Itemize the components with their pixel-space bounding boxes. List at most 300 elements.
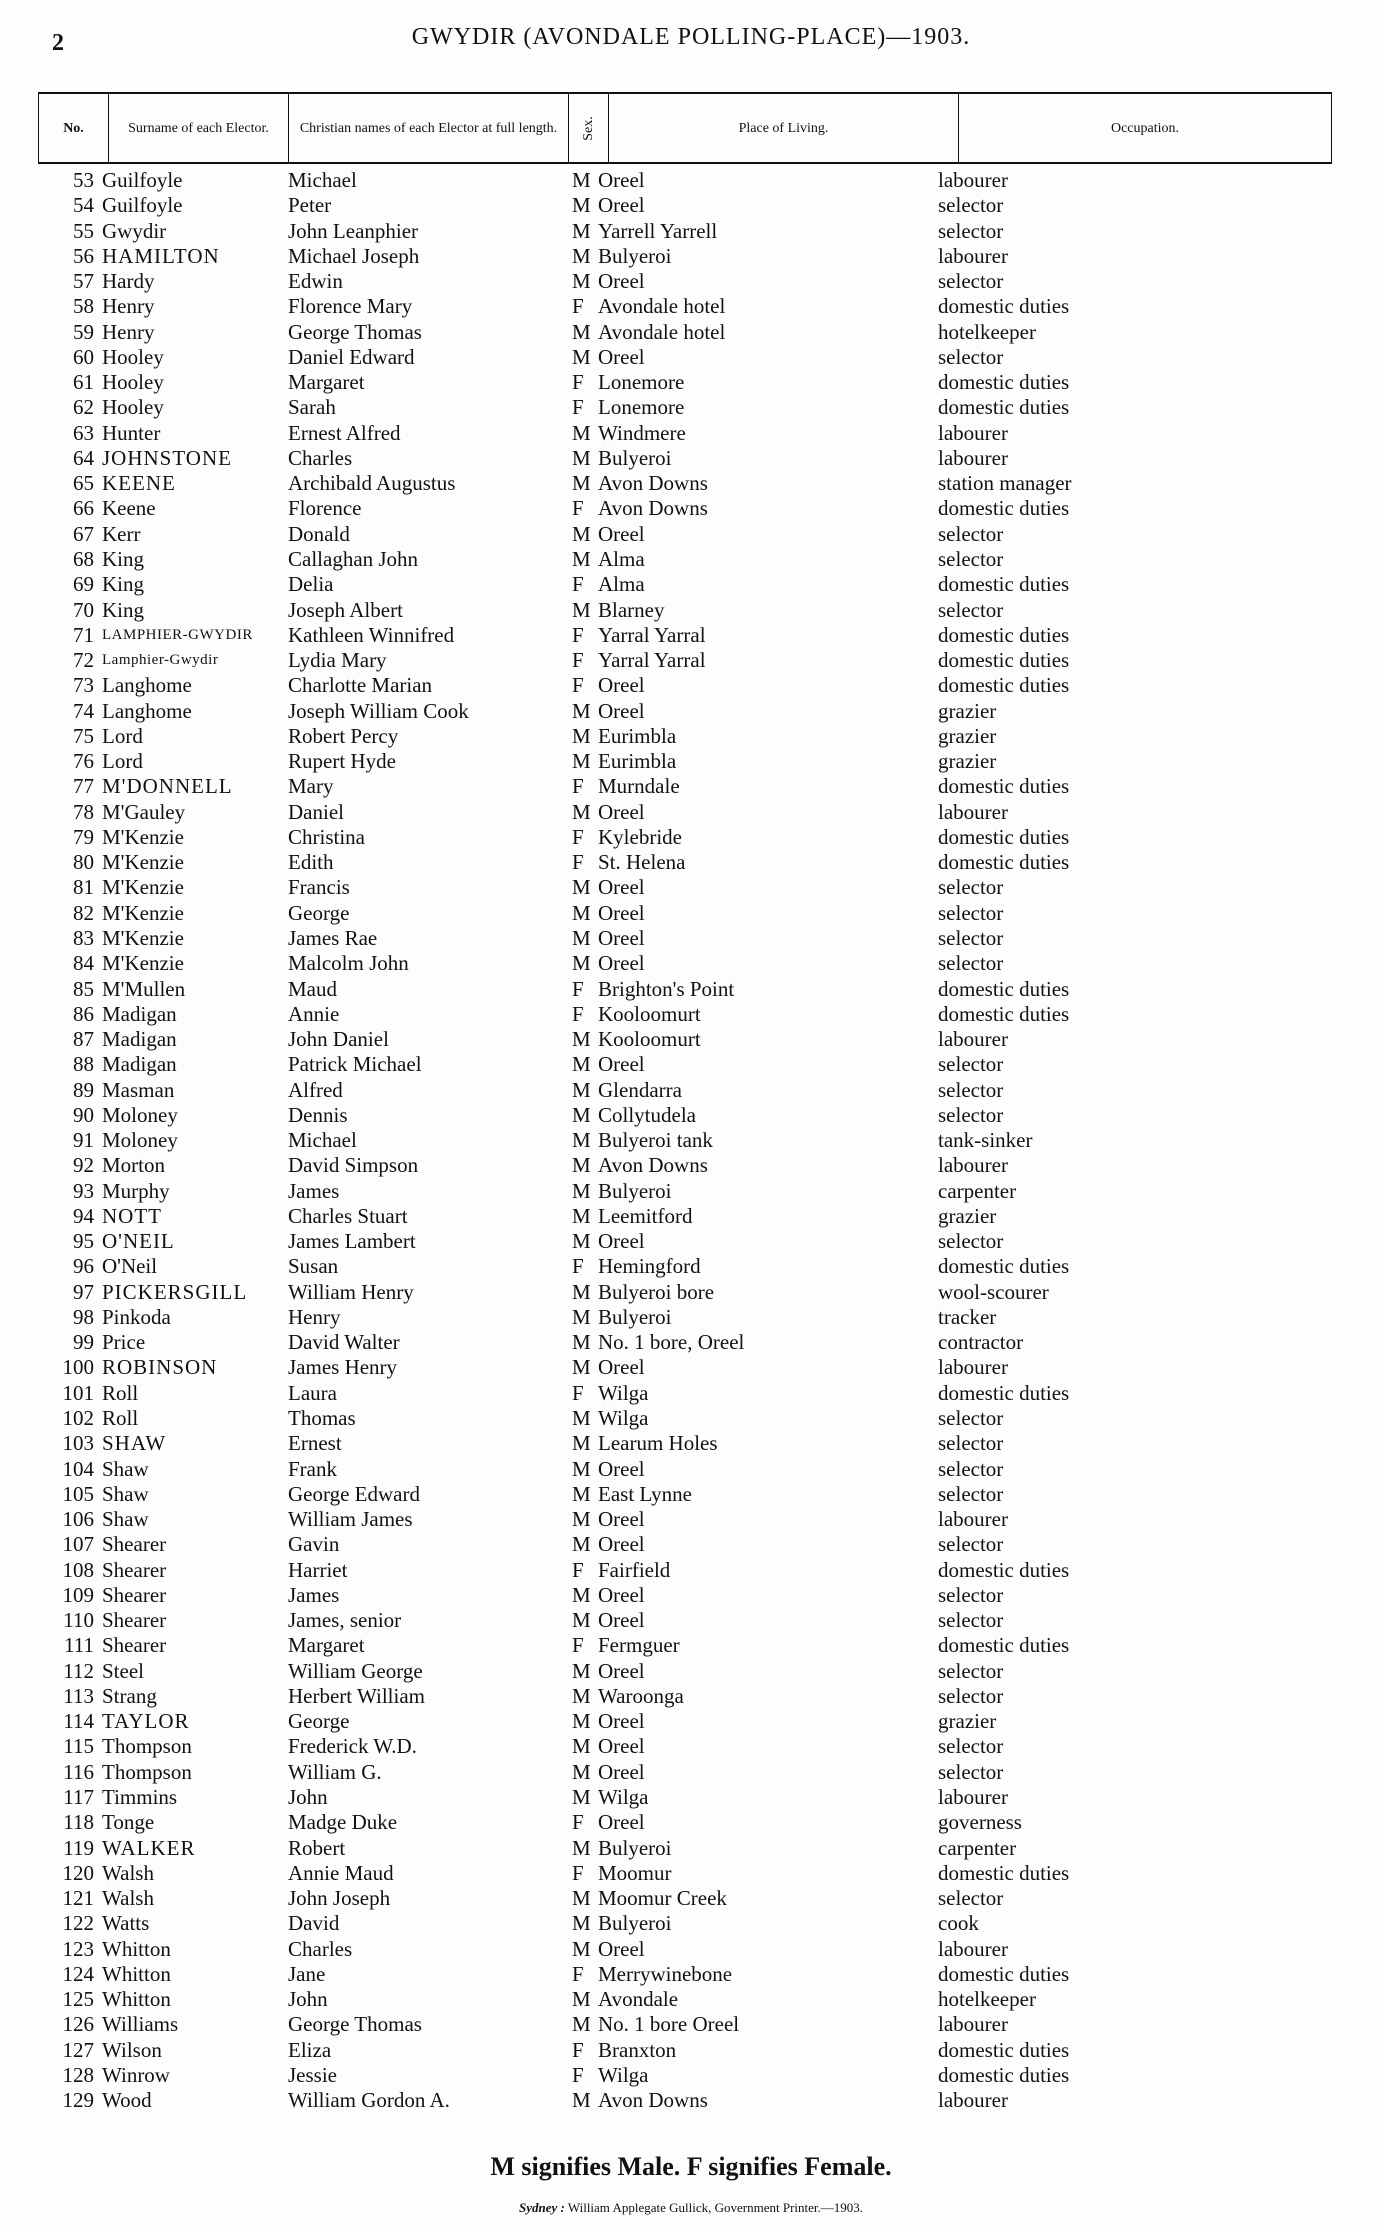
elector-christian-names: Margaret	[288, 370, 365, 395]
elector-number: 84	[73, 951, 94, 976]
elector-place: Merrywinebone	[598, 1961, 733, 1986]
elector-place: Avon Downs	[598, 2088, 708, 2113]
elector-surname: LAMPHIER-GWYDIR	[102, 626, 253, 643]
elector-christian-names: Madge Duke	[288, 1810, 398, 1835]
table-row	[38, 269, 1332, 294]
elector-surname: M'Kenzie	[102, 900, 184, 925]
elector-christian-names: George Thomas	[288, 319, 422, 344]
elector-christian-names: Joseph Albert	[288, 597, 403, 622]
elector-occupation: grazier	[938, 1709, 997, 1734]
elector-occupation: selector	[938, 521, 1004, 546]
elector-sex: M	[572, 1911, 591, 1936]
table-row	[38, 1962, 1332, 1987]
table-row	[38, 294, 1332, 319]
table-row	[38, 926, 1332, 951]
elector-surname: Winrow	[102, 2062, 170, 2087]
elector-number: 86	[73, 1001, 94, 1026]
elector-place: Eurimbla	[598, 723, 677, 748]
elector-surname: SHAW	[102, 1431, 167, 1456]
elector-number: 83	[73, 925, 94, 950]
elector-place: Oreel	[598, 1936, 645, 1961]
elector-surname: Shearer	[102, 1633, 167, 1658]
elector-occupation: domestic duties	[938, 622, 1070, 647]
elector-surname: Pinkoda	[102, 1304, 171, 1329]
header-surname: Surname of each Elector.	[108, 94, 288, 162]
elector-place: Oreel	[598, 673, 645, 698]
elector-surname: JOHNSTONE	[102, 445, 232, 470]
table-row	[38, 800, 1332, 825]
elector-occupation: selector	[938, 900, 1004, 925]
elector-surname: Hunter	[102, 420, 161, 445]
elector-number: 124	[62, 1961, 94, 1986]
elector-surname: O'NEIL	[102, 1229, 175, 1254]
elector-christian-names: Rupert Hyde	[288, 749, 396, 774]
elector-sex: F	[572, 2037, 584, 2062]
elector-surname: Shaw	[102, 1456, 149, 1481]
elector-occupation: domestic duties	[938, 1380, 1070, 1405]
elector-sex: M	[572, 1153, 591, 1178]
elector-number: 66	[73, 496, 94, 521]
elector-number: 78	[73, 799, 94, 824]
table-row	[38, 648, 1332, 673]
elector-surname: Morton	[102, 1153, 165, 1178]
elector-place: Oreel	[598, 1507, 645, 1532]
elector-christian-names: Dennis	[288, 1102, 348, 1127]
elector-place: Eurimbla	[598, 749, 677, 774]
elector-occupation: selector	[938, 1102, 1004, 1127]
elector-surname: Wood	[102, 2088, 152, 2113]
elector-sex: M	[572, 1936, 591, 1961]
elector-occupation: selector	[938, 1759, 1004, 1784]
elector-christian-names: Malcolm John	[288, 951, 409, 976]
elector-occupation: grazier	[938, 749, 997, 774]
elector-place: No. 1 bore, Oreel	[598, 1330, 745, 1355]
elector-occupation: station manager	[938, 471, 1072, 496]
elector-occupation: domestic duties	[938, 1633, 1070, 1658]
header-christian-names: Christian names of each Elector at full length.	[288, 94, 568, 162]
elector-surname: Madigan	[102, 1001, 177, 1026]
elector-sex: M	[572, 1052, 591, 1077]
elector-sex: M	[572, 698, 591, 723]
table-row	[38, 421, 1332, 446]
elector-surname: Henry	[102, 319, 155, 344]
elector-sex: M	[572, 1027, 591, 1052]
elector-surname: Langhome	[102, 698, 192, 723]
elector-christian-names: Charlotte Marian	[288, 673, 433, 698]
elector-christian-names: James, senior	[288, 1608, 402, 1633]
elector-christian-names: Callaghan John	[288, 546, 419, 571]
elector-christian-names: John Daniel	[288, 1027, 389, 1052]
elector-occupation: domestic duties	[938, 294, 1070, 319]
elector-number: 105	[62, 1481, 94, 1506]
elector-place: Alma	[598, 546, 645, 571]
elector-christian-names: John Leanphier	[288, 218, 419, 243]
elector-christian-names: Frank	[288, 1456, 337, 1481]
elector-surname: Roll	[102, 1406, 139, 1431]
table-row	[38, 1583, 1332, 1608]
elector-surname: Shearer	[102, 1608, 167, 1633]
elector-christian-names: James	[288, 1178, 340, 1203]
elector-occupation: selector	[938, 546, 1004, 571]
elector-surname: NOTT	[102, 1203, 162, 1228]
elector-sex: F	[572, 1633, 584, 1658]
elector-occupation: selector	[938, 951, 1004, 976]
elector-surname: Keene	[102, 496, 156, 521]
imprint-city: Sydney :	[518, 2200, 565, 2215]
elector-sex: M	[572, 1987, 591, 2012]
elector-number: 74	[73, 698, 94, 723]
elector-number: 114	[63, 1709, 94, 1734]
elector-sex: F	[572, 572, 584, 597]
elector-surname: M'Kenzie	[102, 925, 184, 950]
elector-place: Moomur	[598, 1860, 672, 1885]
elector-christian-names: George	[288, 900, 350, 925]
elector-number: 79	[73, 824, 94, 849]
elector-surname: ROBINSON	[102, 1355, 218, 1380]
elector-number: 70	[73, 597, 94, 622]
elector-occupation: grazier	[938, 723, 997, 748]
elector-occupation: contractor	[938, 1330, 1024, 1355]
table-row	[38, 522, 1332, 547]
header-no: No.	[38, 94, 108, 162]
elector-sex: M	[572, 1481, 591, 1506]
elector-number: 113	[63, 1683, 94, 1708]
elector-number: 107	[62, 1532, 94, 1557]
elector-place: Oreel	[598, 951, 645, 976]
elector-place: Yarrell Yarrell	[598, 218, 718, 243]
elector-occupation: cook	[938, 1911, 979, 1936]
elector-sex: M	[572, 471, 591, 496]
elector-occupation: selector	[938, 1582, 1004, 1607]
elector-surname: Moloney	[102, 1102, 178, 1127]
elector-occupation: domestic duties	[938, 648, 1070, 673]
elector-occupation: grazier	[938, 698, 997, 723]
elector-place: Avon Downs	[598, 471, 708, 496]
table-row	[38, 1027, 1332, 1052]
table-row	[38, 1052, 1332, 1077]
elector-place: Yarral Yarral	[598, 622, 706, 647]
elector-christian-names: Eliza	[288, 2037, 332, 2062]
elector-surname: Hooley	[102, 395, 164, 420]
table-row	[38, 370, 1332, 395]
elector-place: Oreel	[598, 1532, 645, 1557]
elector-christian-names: John Joseph	[288, 1886, 391, 1911]
elector-occupation: carpenter	[938, 1835, 1017, 1860]
elector-place: No. 1 bore Oreel	[598, 2012, 740, 2037]
elector-number: 60	[73, 344, 94, 369]
elector-christian-names: William George	[288, 1658, 423, 1683]
elector-christian-names: Delia	[288, 572, 334, 597]
elector-christian-names: Charles Stuart	[288, 1203, 408, 1228]
elector-number: 57	[73, 269, 94, 294]
table-row	[38, 1153, 1332, 1178]
elector-christian-names: George	[288, 1709, 350, 1734]
page-title: GWYDIR (AVONDALE POLLING-PLACE)—1903.	[411, 24, 971, 50]
elector-surname: Hooley	[102, 370, 164, 395]
elector-number: 96	[73, 1254, 94, 1279]
elector-surname: Kerr	[102, 521, 141, 546]
elector-sex: M	[572, 1102, 591, 1127]
header-sex	[568, 94, 608, 162]
table-row	[38, 699, 1332, 724]
elector-place: Oreel	[598, 1608, 645, 1633]
elector-list	[38, 168, 1332, 2113]
elector-number: 102	[62, 1406, 94, 1431]
elector-surname: HAMILTON	[102, 243, 220, 268]
elector-occupation: tank-sinker	[938, 1128, 1033, 1153]
elector-place: St. Helena	[598, 850, 686, 875]
table-row	[38, 1684, 1332, 1709]
header-occupation: Occupation.	[958, 94, 1332, 162]
elector-occupation: hotelkeeper	[938, 1987, 1036, 2012]
elector-number: 121	[62, 1886, 94, 1911]
elector-christian-names: William G.	[288, 1759, 382, 1784]
elector-surname: Hardy	[102, 269, 155, 294]
elector-surname: Timmins	[102, 1785, 178, 1809]
table-row	[38, 1229, 1332, 1254]
elector-place: Blarney	[598, 597, 665, 622]
elector-christian-names: Henry	[288, 1304, 341, 1329]
table-row	[38, 395, 1332, 420]
elector-number: 115	[63, 1734, 94, 1759]
elector-occupation: labourer	[938, 799, 1008, 824]
elector-occupation: domestic duties	[938, 774, 1070, 799]
elector-christian-names: John	[288, 1987, 328, 2012]
elector-sex: M	[572, 319, 591, 344]
table-row	[38, 1937, 1332, 1962]
elector-christian-names: Susan	[288, 1254, 339, 1279]
elector-place: Avon Downs	[598, 496, 708, 521]
table-row	[38, 1431, 1332, 1456]
table-row	[38, 1810, 1332, 1835]
elector-surname: Shaw	[102, 1507, 149, 1532]
elector-christian-names: Archibald Augustus	[288, 471, 456, 496]
elector-sex: F	[572, 1380, 584, 1405]
elector-sex: M	[572, 1886, 591, 1911]
table-row	[38, 345, 1332, 370]
elector-christian-names: Michael	[288, 1128, 357, 1153]
elector-occupation: selector	[938, 1406, 1004, 1431]
table-header	[38, 92, 1332, 164]
elector-occupation: labourer	[938, 243, 1008, 268]
elector-number: 128	[62, 2062, 94, 2087]
elector-occupation: carpenter	[938, 1178, 1017, 1203]
elector-occupation: wool-scourer	[938, 1279, 1049, 1304]
elector-place: Lonemore	[598, 395, 685, 420]
elector-surname: Roll	[102, 1380, 139, 1405]
table-row	[38, 1457, 1332, 1482]
elector-surname: Walsh	[102, 1886, 154, 1911]
elector-number: 54	[73, 193, 94, 218]
elector-christian-names: David Simpson	[288, 1153, 419, 1178]
table-row	[38, 1381, 1332, 1406]
elector-occupation: selector	[938, 597, 1004, 622]
elector-christian-names: James	[288, 1582, 340, 1607]
elector-surname: M'DONNELL	[102, 774, 233, 799]
table-row	[38, 1734, 1332, 1759]
elector-christian-names: William James	[288, 1507, 413, 1532]
elector-place: Avondale hotel	[598, 294, 726, 319]
elector-christian-names: Michael	[288, 168, 357, 192]
elector-christian-names: Jane	[288, 1961, 326, 1986]
elector-sex: F	[572, 774, 584, 799]
elector-surname: Steel	[102, 1658, 144, 1683]
elector-number: 73	[73, 673, 94, 698]
elector-sex: F	[572, 2062, 584, 2087]
elector-christian-names: Edith	[288, 850, 334, 875]
elector-surname: Gwydir	[102, 218, 167, 243]
elector-occupation: domestic duties	[938, 1961, 1070, 1986]
elector-occupation: domestic duties	[938, 572, 1070, 597]
elector-number: 62	[73, 395, 94, 420]
table-row	[38, 774, 1332, 799]
sex-legend: M signifies Male. F signifies Female.	[490, 2152, 892, 2181]
elector-number: 56	[73, 243, 94, 268]
elector-surname: PICKERSGILL	[102, 1279, 248, 1304]
elector-place: Kooloomurt	[598, 1001, 701, 1026]
elector-number: 125	[62, 1987, 94, 2012]
elector-place: Oreel	[598, 875, 645, 900]
table-row	[38, 875, 1332, 900]
elector-number: 64	[73, 445, 94, 470]
elector-number: 110	[63, 1608, 94, 1633]
elector-sex: M	[572, 1178, 591, 1203]
elector-surname: WALKER	[102, 1835, 196, 1860]
table-row	[38, 1785, 1332, 1810]
elector-occupation: selector	[938, 925, 1004, 950]
table-row	[38, 1507, 1332, 1532]
table-row	[38, 1128, 1332, 1153]
elector-christian-names: Frederick W.D.	[288, 1734, 417, 1759]
elector-christian-names: Daniel Edward	[288, 344, 415, 369]
elector-place: Brighton's Point	[598, 976, 735, 1001]
header-place: Place of Living.	[608, 94, 958, 162]
elector-number: 126	[62, 2012, 94, 2037]
table-row	[38, 1179, 1332, 1204]
table-row	[38, 1836, 1332, 1861]
elector-surname: M'Kenzie	[102, 875, 184, 900]
table-row	[38, 547, 1332, 572]
elector-surname: Shearer	[102, 1532, 167, 1557]
elector-occupation: labourer	[938, 2088, 1008, 2113]
elector-surname: Tonge	[102, 1810, 155, 1835]
elector-christian-names: Alfred	[288, 1077, 343, 1102]
elector-occupation: labourer	[938, 1936, 1008, 1961]
elector-place: Kooloomurt	[598, 1027, 701, 1052]
elector-number: 103	[62, 1431, 94, 1456]
elector-christian-names: Francis	[288, 875, 350, 900]
elector-surname: Lord	[102, 723, 143, 748]
elector-christian-names: Ernest Alfred	[288, 420, 401, 445]
elector-occupation: labourer	[938, 2012, 1008, 2037]
elector-number: 117	[63, 1785, 94, 1809]
table-row	[38, 320, 1332, 345]
elector-sex: F	[572, 976, 584, 1001]
table-row	[38, 572, 1332, 597]
elector-christian-names: William Henry	[288, 1279, 414, 1304]
table-row	[38, 1103, 1332, 1128]
elector-number: 65	[73, 471, 94, 496]
elector-sex: M	[572, 2088, 591, 2113]
elector-place: Oreel	[598, 1734, 645, 1759]
elector-number: 75	[73, 723, 94, 748]
elector-number: 72	[73, 648, 94, 673]
elector-place: Oreel	[598, 1810, 645, 1835]
elector-number: 61	[73, 370, 94, 395]
header-sex-label: Sex.	[581, 115, 596, 141]
elector-place: Oreel	[598, 1658, 645, 1683]
elector-occupation: domestic duties	[938, 395, 1070, 420]
elector-sex: M	[572, 269, 591, 294]
elector-sex: F	[572, 1860, 584, 1885]
elector-surname: O'Neil	[102, 1254, 158, 1279]
elector-number: 92	[73, 1153, 94, 1178]
elector-surname: Henry	[102, 294, 155, 319]
page-number: 2	[52, 30, 64, 56]
table-row	[38, 1002, 1332, 1027]
elector-christian-names: Sarah	[288, 395, 336, 420]
elector-place: Wilga	[598, 1380, 649, 1405]
elector-surname: M'Kenzie	[102, 850, 184, 875]
elector-number: 97	[73, 1279, 94, 1304]
elector-place: Alma	[598, 572, 645, 597]
table-row	[38, 1633, 1332, 1658]
elector-christian-names: David	[288, 1911, 340, 1936]
elector-sex: M	[572, 951, 591, 976]
elector-surname: Strang	[102, 1683, 157, 1708]
elector-sex: M	[572, 218, 591, 243]
elector-sex: M	[572, 1759, 591, 1784]
elector-place: Bulyeroi	[598, 1911, 672, 1936]
elector-occupation: labourer	[938, 168, 1008, 192]
table-row	[38, 1204, 1332, 1229]
elector-number: 127	[62, 2037, 94, 2062]
elector-number: 112	[63, 1658, 94, 1683]
elector-number: 67	[73, 521, 94, 546]
elector-place: Windmere	[598, 420, 686, 445]
elector-sex: M	[572, 1128, 591, 1153]
elector-occupation: domestic duties	[938, 1557, 1070, 1582]
elector-christian-names: Jessie	[288, 2062, 337, 2087]
elector-surname: Watts	[102, 1911, 150, 1936]
elector-sex: F	[572, 824, 584, 849]
elector-sex: M	[572, 1330, 591, 1355]
elector-occupation: selector	[938, 875, 1004, 900]
elector-sex: M	[572, 168, 591, 192]
elector-occupation: domestic duties	[938, 976, 1070, 1001]
elector-number: 118	[63, 1810, 94, 1835]
elector-occupation: domestic duties	[938, 673, 1070, 698]
table-row	[38, 2012, 1332, 2037]
elector-place: Learum Holes	[598, 1431, 718, 1456]
elector-sex: M	[572, 1835, 591, 1860]
elector-christian-names: Joseph William Cook	[288, 698, 469, 723]
elector-place: Branxton	[598, 2037, 677, 2062]
elector-number: 106	[62, 1507, 94, 1532]
elector-place: Leemitford	[598, 1203, 693, 1228]
table-row	[38, 244, 1332, 269]
elector-number: 53	[73, 168, 94, 192]
elector-sex: F	[572, 1961, 584, 1986]
elector-surname: King	[102, 597, 144, 622]
elector-surname: King	[102, 546, 144, 571]
elector-occupation: labourer	[938, 1355, 1008, 1380]
elector-place: Glendarra	[598, 1077, 682, 1102]
elector-number: 111	[64, 1633, 94, 1658]
elector-occupation: hotelkeeper	[938, 319, 1036, 344]
elector-sex: M	[572, 445, 591, 470]
elector-surname: Shearer	[102, 1557, 167, 1582]
